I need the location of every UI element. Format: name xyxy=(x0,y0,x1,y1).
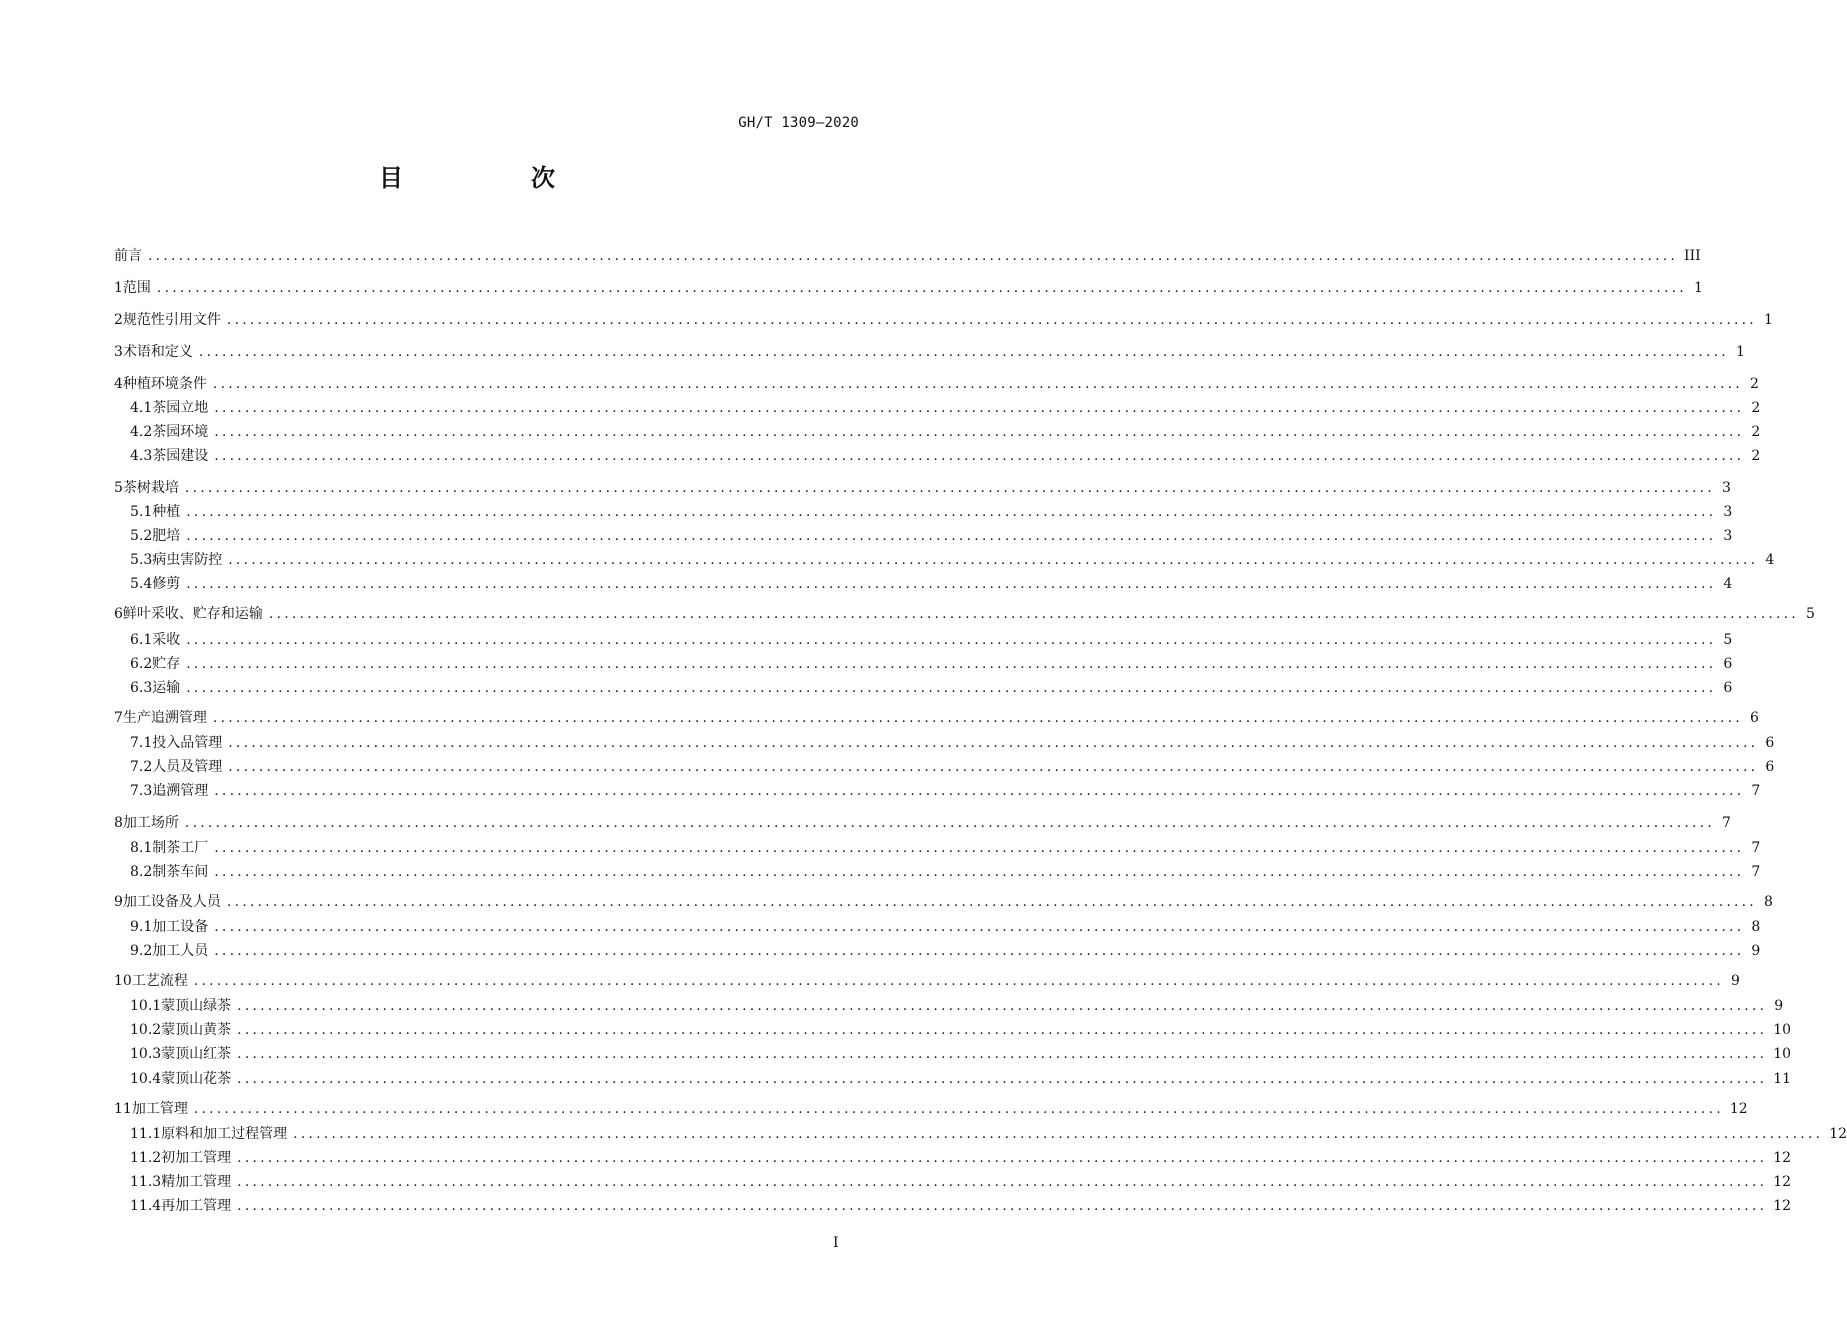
toc-entry-number: 4.3 xyxy=(130,448,153,464)
toc-entry-number: 5.3 xyxy=(130,552,153,568)
toc-entry[interactable] xyxy=(130,1124,1847,1144)
toc-entry-page: 5 xyxy=(1806,606,1815,622)
toc-entry-label: 制茶工厂 xyxy=(152,840,209,856)
toc-leader-dots: ........................................................................................................................................................................................................ xyxy=(193,1101,1724,1117)
toc-entry-number: 5.4 xyxy=(130,576,153,592)
toc-entry-number: 7 xyxy=(114,710,123,726)
toc-entry-label: 投入品管理 xyxy=(152,735,223,751)
toc-entry-number: 4 xyxy=(114,376,123,392)
toc-entry-page: 10 xyxy=(1773,1046,1792,1062)
toc-entry-number: 11 xyxy=(114,1101,132,1117)
toc-leader-dots: ........................................................................................................................................................................................................ xyxy=(198,344,1729,360)
standard-code: GH/T 1309—2020 xyxy=(738,115,859,131)
toc-entry[interactable] xyxy=(114,708,1759,728)
toc-entry[interactable] xyxy=(130,757,1775,777)
toc-entry-number: 6.3 xyxy=(130,680,153,696)
toc-entry-label: 鲜叶采收、贮存和运输 xyxy=(122,606,263,622)
toc-entry[interactable] xyxy=(114,278,1703,298)
toc-entry-label: 蒙顶山花茶 xyxy=(161,1071,232,1087)
toc-entry-label: 精加工管理 xyxy=(161,1174,232,1190)
toc-entry-label: 采收 xyxy=(152,632,181,648)
toc-entry-number: 7.3 xyxy=(130,783,153,799)
toc-leader-dots: ........................................................................................................................................................................................................ xyxy=(214,424,1745,440)
toc-leader-dots: ........................................................................................................................................................................................................ xyxy=(186,528,1717,544)
toc-entry-label: 术语和定义 xyxy=(122,344,193,360)
toc-entry-page: 6 xyxy=(1765,735,1775,751)
toc-entry-number: 11.1 xyxy=(130,1126,162,1142)
toc-entry[interactable] xyxy=(130,1196,1792,1216)
toc-entry[interactable] xyxy=(130,1069,1792,1089)
toc-leader-dots: ........................................................................................................................................................................................................ xyxy=(184,815,1715,831)
toc-entry-number: 2 xyxy=(114,312,123,328)
toc-entry-page: 6 xyxy=(1723,680,1733,696)
toc-entry[interactable] xyxy=(130,862,1761,882)
toc-leader-dots: ........................................................................................................................................................................................................ xyxy=(214,400,1745,416)
toc-entry-number: 6.2 xyxy=(130,656,153,672)
toc-entry[interactable] xyxy=(130,502,1733,522)
toc-entry-label: 人员及管理 xyxy=(152,759,223,775)
toc-entry-label: 加工人员 xyxy=(152,943,209,959)
toc-entry-page: 11 xyxy=(1773,1071,1792,1087)
toc-entry-label: 茶园立地 xyxy=(152,400,209,416)
toc-entry-number: 9.2 xyxy=(130,943,153,959)
toc-entry[interactable] xyxy=(114,604,1815,624)
toc-entry-label: 生产追溯管理 xyxy=(122,710,207,726)
toc-entry-page: 2 xyxy=(1751,400,1761,416)
toc-entry-page: 3 xyxy=(1722,480,1731,496)
toc-entry-label: 初加工管理 xyxy=(161,1150,232,1166)
toc-entry-label: 追溯管理 xyxy=(152,783,209,799)
toc-leader-dots: ........................................................................................................................................................................................................ xyxy=(226,312,1757,328)
toc-entry[interactable] xyxy=(130,917,1761,937)
toc-entry-number: 5 xyxy=(114,480,123,496)
toc-entry-page: 12 xyxy=(1773,1174,1792,1190)
toc-leader-dots: ........................................................................................................................................................................................................ xyxy=(228,552,1759,568)
toc-entry-label: 蒙顶山绿茶 xyxy=(161,998,232,1014)
toc-leader-dots: ........................................................................................................................................................................................................ xyxy=(212,710,1743,726)
toc-entry-page: III xyxy=(1684,248,1701,264)
toc-entry[interactable] xyxy=(130,654,1733,674)
toc-entry-number: 5.2 xyxy=(130,528,153,544)
toc-entry-label: 茶园建设 xyxy=(152,448,209,464)
toc-entry-label: 贮存 xyxy=(152,656,181,672)
toc-leader-dots: ........................................................................................................................................................................................................ xyxy=(237,998,1768,1014)
toc-entry[interactable] xyxy=(114,971,1740,991)
toc-entry-page: 8 xyxy=(1764,894,1773,910)
toc-entry-number: 8.2 xyxy=(130,864,153,880)
toc-entry-number: 9 xyxy=(114,894,123,910)
toc-entry[interactable] xyxy=(130,781,1761,801)
toc-entry-number: 10.2 xyxy=(130,1022,162,1038)
toc-entry-page: 6 xyxy=(1750,710,1759,726)
page-number: I xyxy=(833,1235,839,1251)
toc-entry-page: 12 xyxy=(1773,1198,1792,1214)
toc-leader-dots: ........................................................................................................................................................................................................ xyxy=(186,656,1717,672)
toc-entry-page: 3 xyxy=(1723,504,1733,520)
toc-leader-dots: ........................................................................................................................................................................................................ xyxy=(186,576,1717,592)
toc-leader-dots: ........................................................................................................................................................................................................ xyxy=(237,1174,1768,1190)
toc-entry-page: 2 xyxy=(1750,376,1759,392)
toc-entry-label: 茶树栽培 xyxy=(122,480,179,496)
toc-entry-number: 10.1 xyxy=(130,998,162,1014)
toc-entry-label: 工艺流程 xyxy=(131,973,188,989)
toc-entry-page: 1 xyxy=(1694,280,1703,296)
toc-entry-page: 10 xyxy=(1773,1022,1792,1038)
toc-entry-label: 肥培 xyxy=(152,528,181,544)
toc-entry-label: 范围 xyxy=(122,280,151,296)
toc-entry-number: 4.1 xyxy=(130,400,153,416)
toc-entry-page: 1 xyxy=(1764,312,1773,328)
toc-entry[interactable] xyxy=(114,892,1773,912)
toc-entry-label: 茶园环境 xyxy=(152,424,209,440)
toc-entry-page: 7 xyxy=(1722,815,1731,831)
toc-entry-label: 加工设备及人员 xyxy=(122,894,221,910)
toc-entry-page: 7 xyxy=(1751,783,1761,799)
toc-entry-label: 修剪 xyxy=(152,576,181,592)
toc-entry[interactable] xyxy=(130,1044,1792,1064)
toc-entry-page: 1 xyxy=(1736,344,1745,360)
toc-entry-label: 原料和加工过程管理 xyxy=(161,1126,288,1142)
toc-leader-dots: ........................................................................................................................................................................................................ xyxy=(237,1198,1768,1214)
toc-entry-number: 1 xyxy=(114,280,123,296)
toc-leader-dots: ........................................................................................................................................................................................................ xyxy=(237,1046,1768,1062)
toc-leader-dots: ........................................................................................................................................................................................................ xyxy=(186,632,1717,648)
toc-entry-page: 2 xyxy=(1751,448,1761,464)
toc-leader-dots: ........................................................................................................................................................................................................ xyxy=(237,1071,1768,1087)
toc-entry-number: 10.3 xyxy=(130,1046,162,1062)
toc-entry-number: 11.4 xyxy=(130,1198,162,1214)
toc-entry[interactable] xyxy=(130,422,1761,442)
toc-entry-number: 7.2 xyxy=(130,759,153,775)
toc-leader-dots: ........................................................................................................................................................................................................ xyxy=(156,280,1687,296)
toc-entry[interactable] xyxy=(130,838,1761,858)
toc-entry[interactable] xyxy=(130,446,1761,466)
toc-entry-number: 6 xyxy=(114,606,123,622)
toc-leader-dots: ........................................................................................................................................................................................................ xyxy=(148,248,1679,264)
toc-entry-label: 蒙顶山红茶 xyxy=(161,1046,232,1062)
toc-entry[interactable] xyxy=(130,941,1761,961)
toc-leader-dots: ........................................................................................................................................................................................................ xyxy=(186,680,1717,696)
toc-leader-dots: ........................................................................................................................................................................................................ xyxy=(237,1150,1768,1166)
toc-entry-label: 加工管理 xyxy=(131,1101,188,1117)
toc-entry[interactable] xyxy=(130,996,1784,1016)
toc-entry[interactable] xyxy=(114,246,1701,266)
toc-leader-dots: ........................................................................................................................................................................................................ xyxy=(186,504,1717,520)
toc-entry-number: 5.1 xyxy=(130,504,153,520)
toc-entry-number: 10.4 xyxy=(130,1071,162,1087)
toc-entry-page: 7 xyxy=(1751,864,1761,880)
toc-entry-page: 2 xyxy=(1751,424,1761,440)
toc-entry-page: 8 xyxy=(1751,919,1761,935)
toc-leader-dots: ........................................................................................................................................................................................................ xyxy=(214,943,1745,959)
toc-entry[interactable] xyxy=(114,310,1773,330)
toc-entry-label: 加工场所 xyxy=(122,815,179,831)
toc-entry-label: 运输 xyxy=(152,680,181,696)
toc-entry[interactable] xyxy=(130,733,1775,753)
toc-entry[interactable] xyxy=(130,574,1733,594)
toc-entry-number: 11.2 xyxy=(130,1150,162,1166)
toc-leader-dots: ........................................................................................................................................................................................................ xyxy=(228,735,1759,751)
toc-entry[interactable] xyxy=(130,1020,1792,1040)
toc-entry-page: 4 xyxy=(1723,576,1733,592)
toc-entry[interactable] xyxy=(114,813,1731,833)
toc-entry-number: 9.1 xyxy=(130,919,153,935)
toc-entry-label: 再加工管理 xyxy=(161,1198,232,1214)
toc-leader-dots: ........................................................................................................................................................................................................ xyxy=(214,864,1745,880)
toc-entry-label: 加工设备 xyxy=(152,919,209,935)
toc-leader-dots: ........................................................................................................................................................................................................ xyxy=(237,1022,1768,1038)
toc-entry-label: 种植 xyxy=(152,504,181,520)
toc-leader-dots: ........................................................................................................................................................................................................ xyxy=(226,894,1757,910)
toc-entry-page: 6 xyxy=(1723,656,1733,672)
page-title: 目 次 xyxy=(379,164,607,192)
toc-leader-dots: ........................................................................................................................................................................................................ xyxy=(193,973,1724,989)
toc-entry-number: 11.3 xyxy=(130,1174,162,1190)
toc-entry-number: 3 xyxy=(114,344,123,360)
toc-leader-dots: ........................................................................................................................................................................................................ xyxy=(214,919,1745,935)
toc-entry-page: 5 xyxy=(1723,632,1733,648)
toc-entry-page: 9 xyxy=(1751,943,1761,959)
toc-leader-dots: ........................................................................................................................................................................................................ xyxy=(212,376,1743,392)
toc-leader-dots: ........................................................................................................................................................................................................ xyxy=(228,759,1759,775)
toc-entry-number: 4.2 xyxy=(130,424,153,440)
toc-entry[interactable] xyxy=(130,550,1775,570)
toc-entry-page: 7 xyxy=(1751,840,1761,856)
toc-entry-number: 7.1 xyxy=(130,735,153,751)
toc-entry[interactable] xyxy=(130,1172,1792,1192)
toc-leader-dots: ........................................................................................................................................................................................................ xyxy=(293,1126,1824,1142)
toc-entry-page: 3 xyxy=(1723,528,1733,544)
toc-entry-number: 8 xyxy=(114,815,123,831)
toc-entry-page: 9 xyxy=(1730,973,1740,989)
toc-entry[interactable] xyxy=(130,526,1733,546)
toc-entry-number: 8.1 xyxy=(130,840,153,856)
toc-entry[interactable] xyxy=(114,342,1745,362)
toc-entry-label: 蒙顶山黄茶 xyxy=(161,1022,232,1038)
toc-entry[interactable] xyxy=(114,1099,1748,1119)
toc-leader-dots: ........................................................................................................................................................................................................ xyxy=(184,480,1715,496)
toc-entry-page: 12 xyxy=(1773,1150,1792,1166)
toc-leader-dots: ........................................................................................................................................................................................................ xyxy=(214,448,1745,464)
toc-entry-number: 6.1 xyxy=(130,632,153,648)
toc-entry-label: 制茶车间 xyxy=(152,864,209,880)
toc-entry-label: 种植环境条件 xyxy=(122,376,207,392)
toc-entry[interactable] xyxy=(130,678,1733,698)
toc-entry[interactable] xyxy=(130,630,1733,650)
toc-entry[interactable] xyxy=(130,1148,1792,1168)
toc-entry-label: 规范性引用文件 xyxy=(122,312,221,328)
toc-leader-dots: ........................................................................................................................................................................................................ xyxy=(214,840,1745,856)
toc-entry-label: 前言 xyxy=(114,248,142,264)
toc-entry-page: 4 xyxy=(1765,552,1775,568)
toc-entry[interactable] xyxy=(130,398,1761,418)
toc-leader-dots: ........................................................................................................................................................................................................ xyxy=(214,783,1745,799)
toc-entry-number: 10 xyxy=(114,973,132,989)
toc-entry-label: 病虫害防控 xyxy=(152,552,223,568)
toc-entry[interactable] xyxy=(114,478,1731,498)
toc-entry-page: 9 xyxy=(1774,998,1784,1014)
toc-entry-page: 6 xyxy=(1765,759,1775,775)
toc-entry[interactable] xyxy=(114,374,1759,394)
toc-leader-dots: ........................................................................................................................................................................................................ xyxy=(268,606,1799,622)
toc-entry-page: 12 xyxy=(1829,1126,1847,1142)
toc-entry-page: 12 xyxy=(1729,1101,1748,1117)
